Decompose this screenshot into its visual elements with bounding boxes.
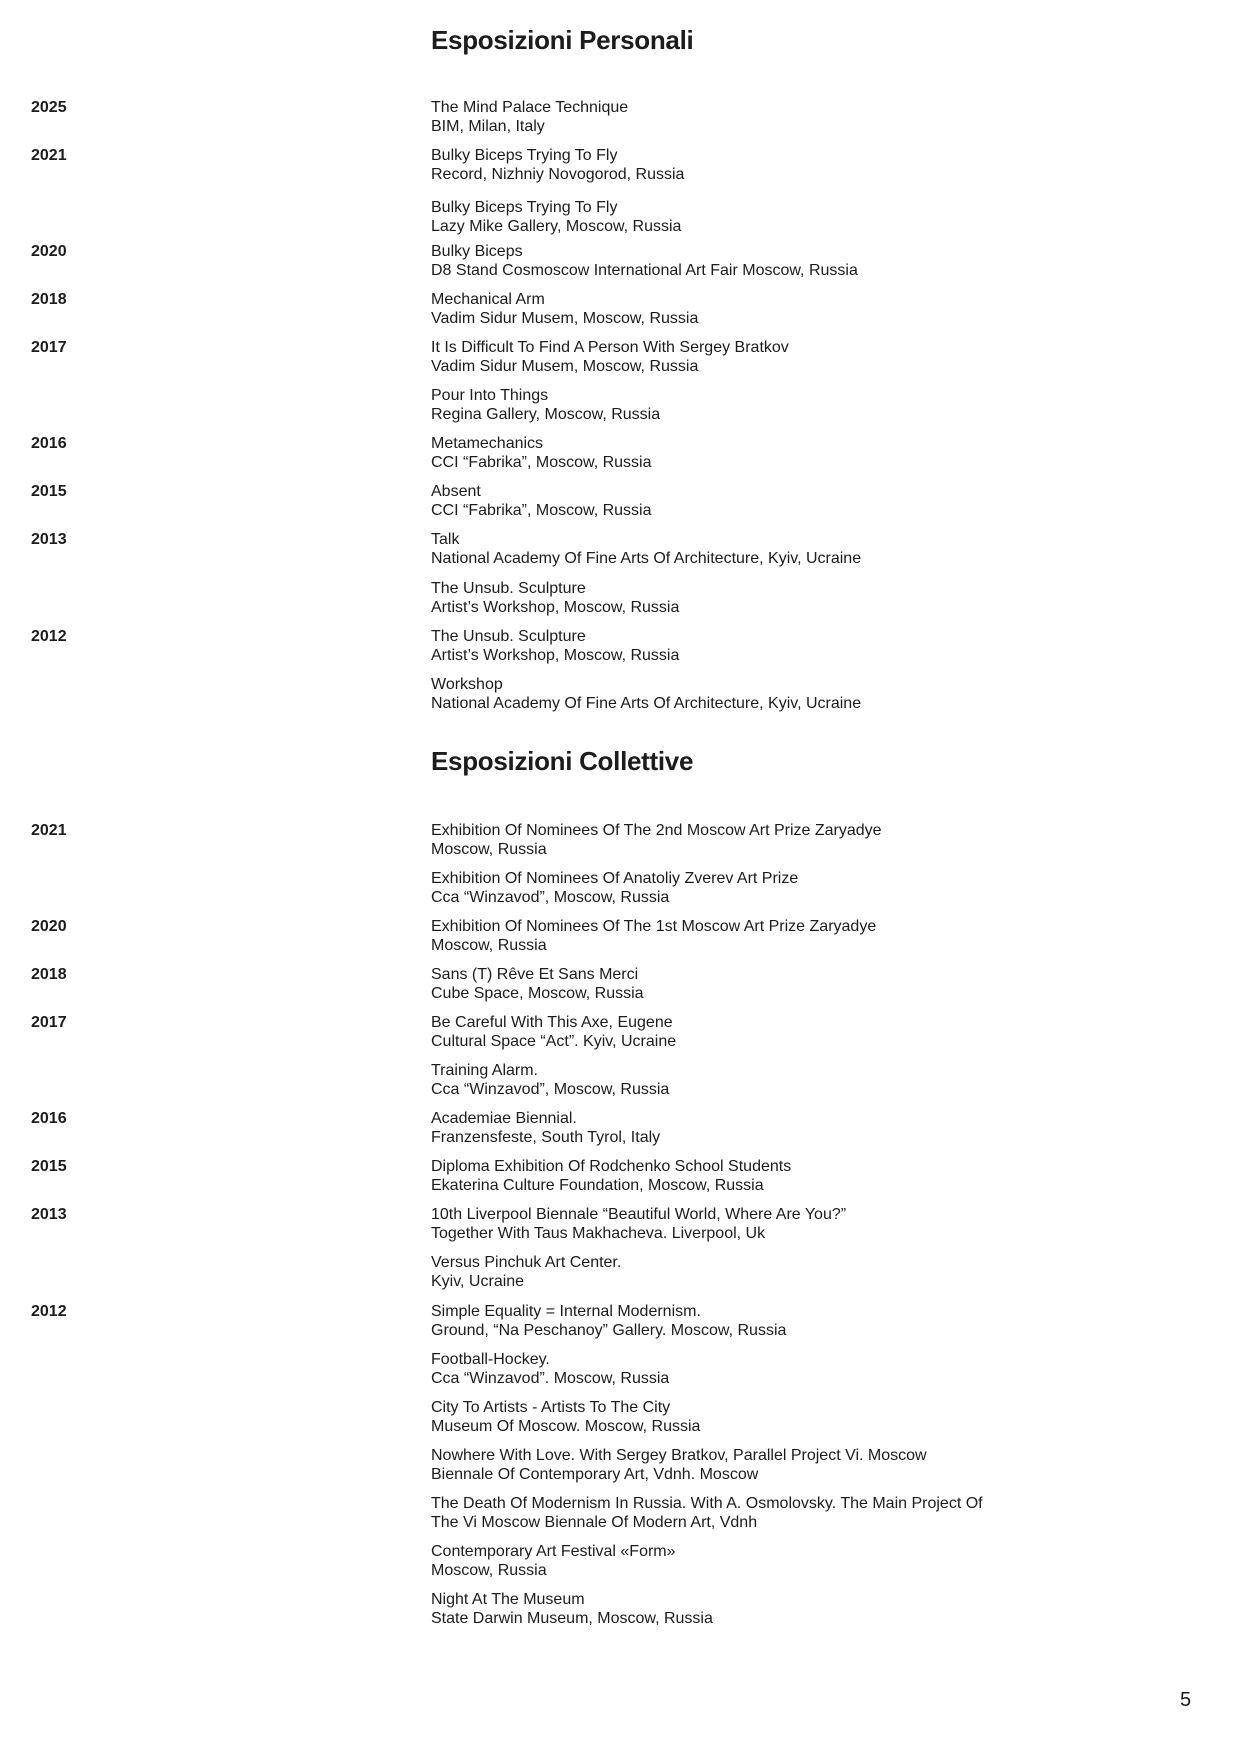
exhibition-title: Mechanical Arm [431, 291, 545, 308]
exhibition-title: 10th Liverpool Biennale “Beautiful World, Where Are You?” [431, 1206, 847, 1223]
exhibition-title: Absent [431, 483, 481, 500]
exhibition-venue: Cca “Winzavod”, Moscow, Russia [431, 1081, 670, 1098]
year-label: 2018 [31, 291, 67, 308]
exhibition-title: Sans (T) Rêve Et Sans Merci [431, 966, 639, 983]
exhibition-title: City To Artists - Artists To The City [431, 1399, 671, 1416]
exhibition-entry [431, 482, 1031, 520]
year-label: 2012 [31, 628, 67, 645]
exhibition-venue: Cube Space, Moscow, Russia [431, 985, 644, 1002]
year-label: 2025 [31, 99, 67, 116]
exhibition-entry [431, 1205, 1031, 1243]
exhibition-title: Simple Equality = Internal Modernism. [431, 1303, 701, 1320]
exhibition-venue: Cca “Winzavod”, Moscow, Russia [431, 889, 670, 906]
exhibition-entry [431, 242, 1031, 280]
year-label: 2017 [31, 1014, 67, 1031]
exhibition-venue: Museum Of Moscow. Moscow, Russia [431, 1418, 701, 1435]
exhibition-title: Workshop [431, 676, 503, 693]
exhibition-entry [431, 338, 1031, 376]
exhibition-entry [431, 1109, 1031, 1147]
exhibition-title: The Death Of Modernism In Russia. With A. Osmolovsky. The Main Project Of [431, 1495, 983, 1512]
exhibition-title: It Is Difficult To Find A Person With Sergey Bratkov [431, 339, 789, 356]
exhibition-entry [431, 530, 1031, 568]
exhibition-venue: Ground, “Na Peschanoy” Gallery. Moscow, Russia [431, 1322, 787, 1339]
exhibition-entry [431, 1542, 1031, 1580]
exhibition-venue: Artist’s Workshop, Moscow, Russia [431, 647, 680, 664]
year-label: 2013 [31, 531, 67, 548]
exhibition-entry [431, 1590, 1031, 1628]
exhibition-entry [431, 579, 1031, 617]
page-number: 5 [1180, 1689, 1192, 1711]
exhibition-title: The Unsub. Sculpture [431, 628, 586, 645]
exhibition-title: Training Alarm. [431, 1062, 538, 1079]
exhibition-title: Night At The Museum [431, 1591, 585, 1608]
exhibition-entry [431, 1013, 1031, 1051]
exhibition-venue: CCI “Fabrika”, Moscow, Russia [431, 454, 652, 471]
exhibition-venue: Ekaterina Culture Foundation, Moscow, Russia [431, 1177, 764, 1194]
exhibition-entry [431, 386, 1031, 424]
exhibition-title: Contemporary Art Festival «Form» [431, 1543, 676, 1560]
exhibition-venue: Together With Taus Makhacheva. Liverpool, Uk [431, 1225, 766, 1242]
exhibition-venue: State Darwin Museum, Moscow, Russia [431, 1610, 713, 1627]
exhibition-title: Bulky Biceps Trying To Fly [431, 199, 618, 216]
year-label: 2020 [31, 243, 67, 260]
exhibition-entry [431, 869, 1031, 907]
exhibition-entry [431, 821, 1031, 859]
year-label: 2021 [31, 147, 67, 164]
exhibition-title: Talk [431, 531, 460, 548]
exhibition-venue: Vadim Sidur Musem, Moscow, Russia [431, 358, 699, 375]
exhibition-entry [431, 1350, 1031, 1388]
exhibition-venue: Moscow, Russia [431, 841, 547, 858]
exhibition-entry [431, 1253, 1031, 1291]
exhibition-venue: Regina Gallery, Moscow, Russia [431, 406, 661, 423]
exhibition-venue: Biennale Of Contemporary Art, Vdnh. Moscow [431, 1466, 759, 1483]
exhibition-entry [431, 198, 1031, 236]
exhibition-venue: Moscow, Russia [431, 937, 547, 954]
exhibition-venue: National Academy Of Fine Arts Of Architecture, Kyiv, Ucraine [431, 695, 862, 712]
exhibition-title: Versus Pinchuk Art Center. [431, 1254, 622, 1271]
exhibition-title: Bulky Biceps [431, 243, 523, 260]
exhibition-entry [431, 965, 1031, 1003]
exhibition-entry [431, 627, 1031, 665]
exhibition-entry [431, 1446, 1031, 1484]
exhibition-venue: Record, Nizhniy Novogorod, Russia [431, 166, 685, 183]
exhibition-venue: Franzensfeste, South Tyrol, Italy [431, 1129, 661, 1146]
year-label: 2018 [31, 966, 67, 983]
year-label: 2017 [31, 339, 67, 356]
year-label: 2016 [31, 435, 67, 452]
exhibition-entry [431, 1398, 1031, 1436]
exhibition-venue: Kyiv, Ucraine [431, 1273, 525, 1290]
exhibition-title: Bulky Biceps Trying To Fly [431, 147, 618, 164]
exhibition-entry [431, 917, 1031, 955]
exhibition-title: Pour Into Things [431, 387, 549, 404]
exhibition-title: Diploma Exhibition Of Rodchenko School Students [431, 1158, 792, 1175]
exhibition-entry [431, 290, 1031, 328]
exhibition-venue: Moscow, Russia [431, 1562, 547, 1579]
year-label: 2015 [31, 483, 67, 500]
exhibition-venue: Artist’s Workshop, Moscow, Russia [431, 599, 680, 616]
exhibition-title: Metamechanics [431, 435, 544, 452]
exhibition-title: Exhibition Of Nominees Of The 1st Moscow Art Prize Zaryadye [431, 918, 877, 935]
exhibition-entry [431, 98, 1031, 136]
exhibition-entry [431, 675, 1031, 713]
exhibition-venue: Vadim Sidur Musem, Moscow, Russia [431, 310, 699, 327]
year-label: 2013 [31, 1206, 67, 1223]
year-label: 2012 [31, 1303, 67, 1320]
exhibition-title: Football-Hockey. [431, 1351, 550, 1368]
exhibition-title: Be Careful With This Axe, Eugene [431, 1014, 673, 1031]
exhibition-entry [431, 1157, 1031, 1195]
exhibition-entry [431, 434, 1031, 472]
section-title-personali: Esposizioni Personali [431, 25, 694, 55]
year-label: 2021 [31, 822, 67, 839]
exhibition-venue: Cultural Space “Act”. Kyiv, Ucraine [431, 1033, 677, 1050]
exhibition-title: Nowhere With Love. With Sergey Bratkov, Parallel Project Vi. Moscow [431, 1447, 927, 1464]
exhibition-entry [431, 1494, 1031, 1532]
exhibition-entry [431, 146, 1031, 184]
year-label: 2015 [31, 1158, 67, 1175]
exhibition-venue: The Vi Moscow Biennale Of Modern Art, Vdnh [431, 1514, 758, 1531]
exhibition-entry [431, 1061, 1031, 1099]
section-title-collettive: Esposizioni Collettive [431, 746, 694, 776]
year-label: 2016 [31, 1110, 67, 1127]
year-label: 2020 [31, 918, 67, 935]
exhibition-title: The Mind Palace Technique [431, 99, 629, 116]
exhibition-venue: Cca “Winzavod”. Moscow, Russia [431, 1370, 670, 1387]
exhibition-venue: BIM, Milan, Italy [431, 118, 545, 135]
exhibition-venue: National Academy Of Fine Arts Of Architecture, Kyiv, Ucraine [431, 550, 862, 567]
exhibition-title: Exhibition Of Nominees Of The 2nd Moscow Art Prize Zaryadye [431, 822, 882, 839]
exhibition-title: The Unsub. Sculpture [431, 580, 586, 597]
exhibition-venue: CCI “Fabrika”, Moscow, Russia [431, 502, 652, 519]
exhibition-title: Academiae Biennial. [431, 1110, 577, 1127]
exhibition-venue: D8 Stand Cosmoscow International Art Fair Moscow, Russia [431, 262, 858, 279]
exhibition-title: Exhibition Of Nominees Of Anatoliy Zverev Art Prize [431, 870, 799, 887]
exhibition-venue: Lazy Mike Gallery, Moscow, Russia [431, 218, 682, 235]
exhibition-entry [431, 1302, 1031, 1340]
